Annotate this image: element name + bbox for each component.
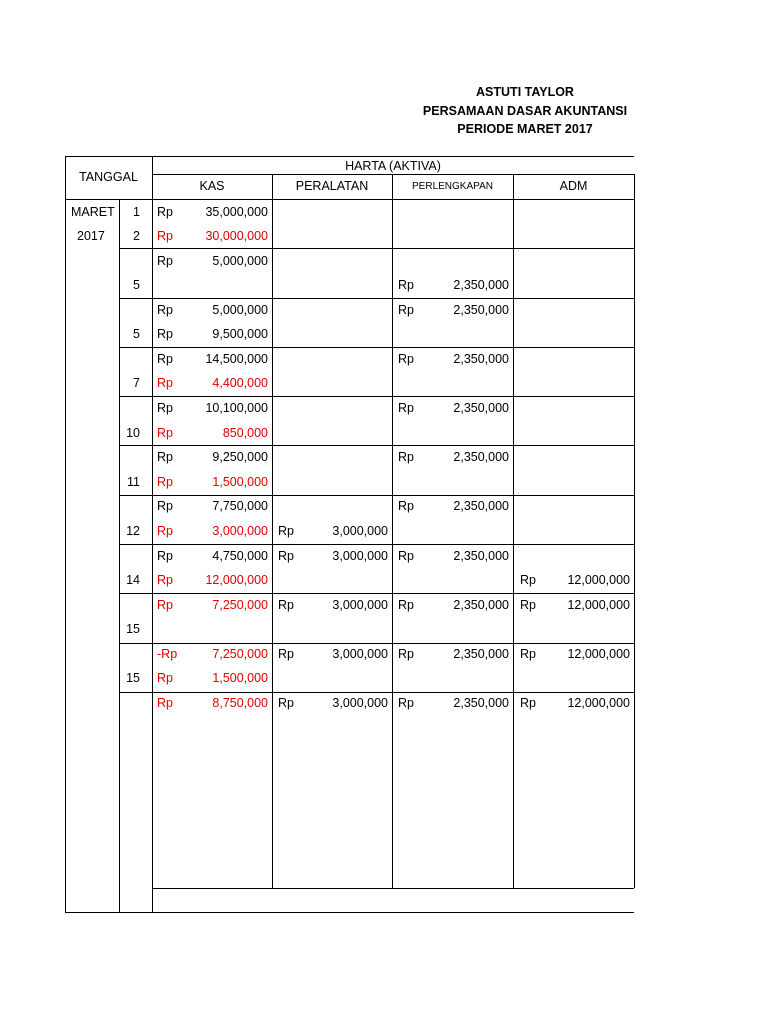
kas-currency-label: Rp [157, 352, 173, 366]
kas-amount: 4,750,000 [212, 549, 268, 563]
perl-currency-label: Rp [398, 549, 414, 563]
kas-amount: 1,500,000 [212, 671, 268, 685]
row-date: 7 [133, 376, 140, 390]
kas-amount: 1,500,000 [212, 475, 268, 489]
perl-currency-label: Rp [398, 598, 414, 612]
row-date: 5 [133, 278, 140, 292]
peral-amount: 3,000,000 [332, 647, 388, 661]
kas-currency-label: -Rp [157, 647, 178, 661]
kas-currency-label: Rp [157, 671, 173, 685]
row-date: 15 [126, 671, 140, 685]
row-date: 11 [127, 475, 140, 489]
peral-currency-label: Rp [278, 647, 294, 661]
adm-currency-label: Rp [520, 573, 536, 587]
kas-currency-label: Rp [157, 696, 173, 710]
adm-amount: 12,000,000 [567, 696, 630, 710]
adm-currency-label: Rp [520, 647, 536, 661]
kas-currency-label: Rp [157, 229, 173, 243]
kas-currency-label: Rp [157, 303, 173, 317]
report-period: PERIODE MARET 2017 [457, 122, 593, 136]
row-date: 15 [126, 622, 140, 636]
peral-amount: 3,000,000 [332, 549, 388, 563]
perl-currency-label: Rp [398, 499, 414, 513]
peral-currency-label: Rp [278, 549, 294, 563]
perl-amount: 2,350,000 [453, 549, 509, 563]
kas-amount: 9,250,000 [212, 450, 268, 464]
perl-currency-label: Rp [398, 696, 414, 710]
kas-amount: 4,400,000 [212, 376, 268, 390]
adm-amount: 12,000,000 [567, 573, 630, 587]
perl-amount: 2,350,000 [453, 352, 509, 366]
kas-currency-label: Rp [157, 450, 173, 464]
month-label: MARET [71, 205, 115, 219]
perl-amount: 2,350,000 [453, 278, 509, 292]
kas-amount: 7,250,000 [212, 598, 268, 612]
row-date: 1 [133, 205, 140, 219]
header-harta-aktiva: HARTA (AKTIVA) [345, 159, 441, 173]
kas-currency-label: Rp [157, 524, 173, 538]
kas-currency-label: Rp [157, 401, 173, 415]
row-date: 2 [133, 229, 140, 243]
kas-currency-label: Rp [157, 327, 173, 341]
report-title: PERSAMAAN DASAR AKUNTANSI [422, 104, 628, 118]
row-date: 12 [126, 524, 140, 538]
kas-amount: 7,750,000 [212, 499, 268, 513]
perl-currency-label: Rp [398, 352, 414, 366]
perl-currency-label: Rp [398, 303, 414, 317]
kas-amount: 5,000,000 [212, 254, 268, 268]
kas-amount: 10,100,000 [205, 401, 268, 415]
kas-amount: 5,000,000 [212, 303, 268, 317]
adm-currency-label: Rp [520, 696, 536, 710]
header-tanggal: TANGGAL [79, 170, 138, 184]
perl-amount: 2,350,000 [453, 303, 509, 317]
perl-amount: 2,350,000 [453, 598, 509, 612]
kas-amount: 9,500,000 [212, 327, 268, 341]
company-name: ASTUTI TAYLOR [476, 85, 574, 99]
perl-amount: 2,350,000 [453, 499, 509, 513]
kas-amount: 8,750,000 [212, 696, 268, 710]
kas-currency-label: Rp [157, 205, 173, 219]
perl-amount: 2,350,000 [453, 696, 509, 710]
kas-currency-label: Rp [157, 254, 173, 268]
adm-amount: 12,000,000 [567, 598, 630, 612]
kas-amount: 30,000,000 [205, 229, 268, 243]
peral-amount: 3,000,000 [332, 598, 388, 612]
perl-amount: 2,350,000 [453, 450, 509, 464]
kas-currency-label: Rp [157, 598, 173, 612]
kas-currency-label: Rp [157, 549, 173, 563]
peral-amount: 3,000,000 [332, 696, 388, 710]
perl-currency-label: Rp [398, 450, 414, 464]
perl-currency-label: Rp [398, 401, 414, 415]
peral-currency-label: Rp [278, 696, 294, 710]
kas-currency-label: Rp [157, 426, 173, 440]
adm-amount: 12,000,000 [567, 647, 630, 661]
perl-currency-label: Rp [398, 647, 414, 661]
kas-currency-label: Rp [157, 376, 173, 390]
kas-amount: 12,000,000 [205, 573, 268, 587]
peral-amount: 3,000,000 [332, 524, 388, 538]
header-adm: ADM [559, 179, 588, 193]
row-date: 14 [126, 573, 140, 587]
kas-currency-label: Rp [157, 475, 173, 489]
header-kas: KAS [199, 179, 225, 193]
row-date: 10 [126, 426, 140, 440]
kas-amount: 7,250,000 [212, 647, 268, 661]
kas-amount: 3,000,000 [212, 524, 268, 538]
kas-currency-label: Rp [157, 499, 173, 513]
peral-currency-label: Rp [278, 524, 294, 538]
perl-amount: 2,350,000 [453, 401, 509, 415]
header-peralatan: PERALATAN [295, 179, 369, 193]
header-perlengkapan: PERLENGKAPAN [412, 181, 493, 192]
kas-amount: 14,500,000 [205, 352, 268, 366]
row-date: 5 [133, 327, 140, 341]
perl-currency-label: Rp [398, 278, 414, 292]
adm-currency-label: Rp [520, 598, 536, 612]
kas-amount: 35,000,000 [205, 205, 268, 219]
year-label: 2017 [77, 229, 105, 243]
perl-amount: 2,350,000 [453, 647, 509, 661]
peral-currency-label: Rp [278, 598, 294, 612]
kas-currency-label: Rp [157, 573, 173, 587]
kas-amount: 850,000 [222, 426, 268, 440]
